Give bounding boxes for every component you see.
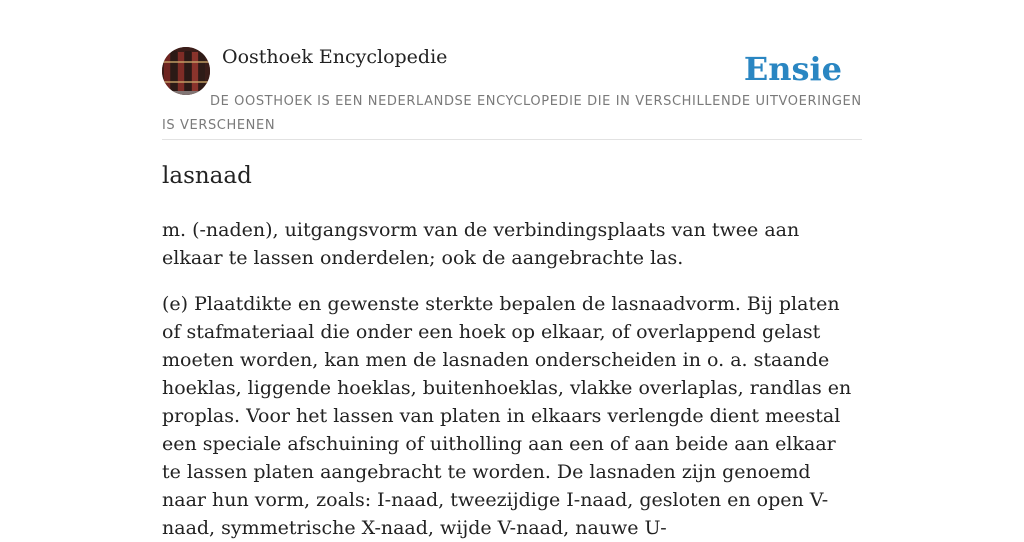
book-spines-icon [162,47,210,95]
brand-logo[interactable]: Ensie [743,50,842,88]
entry-paragraph-1: m. (-naden), uitgangsvorm van de verbindingsplaats van twee aan elkaar te lassen onderdelen; ook de aangebrachte las. [162,219,800,269]
entry-paragraph-2: (e) Plaatdikte en gewenste sterkte bepalen de lasnaadvorm. Bij platen of stafmateriaal die onder een hoek op elkaar, of overlappend gelast moeten worden, kan men de lasnaden onderscheiden in o. a. staande hoeklas, liggende hoeklas, buitenhoeklas, vlakke overlaplas, randlas en proplas. Voor het lassen van platen in elkaars verlengde dient meestal een speciale afschuining of uitholling aan een of aan beide aan elkaar te lassen platen aangebracht te worden. De lasnaden zijn genoemd naar hun vorm, zoals: I-naad, tweezijdige I-naad, gesloten en open V-naad, symmetrische X-naad, wijde V-naad, nauwe U- [162,293,852,539]
header-divider [162,139,862,140]
site-title[interactable]: Oosthoek Encyclopedie [222,46,448,68]
encyclopedia-avatar[interactable] [162,47,210,95]
site-tagline: DE OOSTHOEK IS EEN NEDERLANDSE ENCYCLOPEDIE DIE IN VERSCHILLENDE UITVOERINGEN IS VERSCHENEN [162,94,862,133]
entry-title: lasnaad [162,163,252,189]
